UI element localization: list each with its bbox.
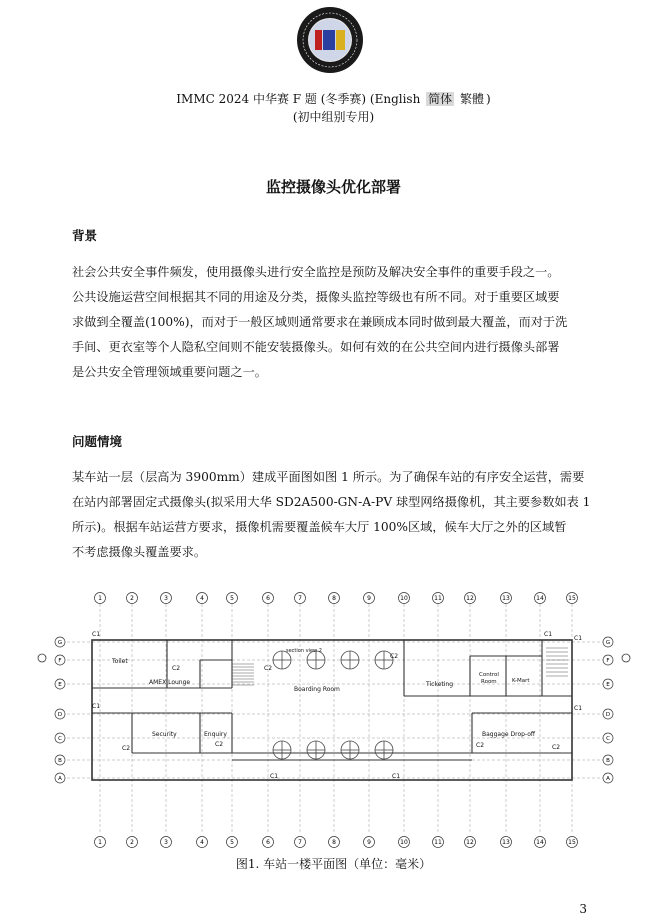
row-letter: F: [606, 658, 610, 664]
column-marker: [465, 837, 476, 848]
camera-c2-label: C2: [390, 653, 399, 660]
room-security: Security: [152, 731, 177, 738]
section-heading-problem: 问题情境: [72, 434, 123, 449]
column-number: 15: [568, 839, 576, 847]
paragraph-line: 某车站一层（层高为 3900mm）建成平面图如图 1 所示。为了确保车站的有序安全运营，需要: [72, 470, 585, 484]
camera-c2-label: C2: [172, 665, 181, 672]
column-marker: [465, 593, 476, 604]
row-marker: [603, 637, 613, 647]
column-marker: [197, 593, 208, 604]
camera-c2-label: C2: [264, 665, 273, 672]
camera-c1-label: C1: [392, 773, 401, 780]
room-control-2: Room: [481, 679, 497, 685]
camera-c2-label: C2: [215, 741, 224, 748]
page-title: 监控摄像头优化部署: [265, 178, 401, 196]
column-number: 8: [332, 595, 336, 603]
row-marker: [603, 679, 613, 689]
row-marker: [603, 773, 613, 783]
camera-c1-label: C1: [574, 705, 583, 712]
column-number: 1: [98, 595, 102, 603]
room-amex-lounge: AMEX Lounge: [149, 679, 191, 686]
column-marker: [329, 593, 340, 604]
column-number: 6: [266, 595, 270, 603]
header-prefix: IMMC 2024 中华赛 F 题 (冬季赛) (English: [176, 92, 425, 106]
column-number: 9: [367, 595, 371, 603]
paragraph-line: 公共设施运营空间根据其不同的用途及分类，摄像头监控等级也有所不同。对于重要区域要: [72, 290, 560, 304]
column-marker: [161, 593, 172, 604]
column-marker: [263, 593, 274, 604]
row-marker: [55, 679, 65, 689]
camera-c1-label: C1: [92, 703, 101, 710]
column-marker: [501, 593, 512, 604]
column-number: 4: [200, 595, 204, 603]
column-marker: [295, 837, 306, 848]
column-number: 10: [400, 839, 408, 847]
column-number: 12: [466, 839, 474, 847]
column-number: 7: [298, 839, 302, 847]
column-number: 2: [130, 839, 134, 847]
paragraph-line: 在站内部署固定式摄像头(拟采用大华 SD2A500-GN-A-PV 球型网络摄像机，其主要参数如表 1: [72, 495, 591, 509]
column-marker: [364, 593, 375, 604]
row-marker: [603, 655, 613, 665]
section-marker-left: [38, 654, 46, 662]
column-marker: [263, 837, 274, 848]
column-number: 13: [502, 839, 510, 847]
room-boarding: Boarding Room: [294, 686, 340, 693]
row-letter: C: [58, 736, 62, 742]
camera-c1-label: C1: [92, 631, 101, 638]
column-marker: [95, 837, 106, 848]
column-number: 5: [230, 839, 234, 847]
row-marker: [55, 637, 65, 647]
header-suffix: ): [486, 92, 491, 106]
row-letter: A: [58, 776, 62, 782]
paragraph-line: 社会公共安全事件频发，使用摄像头进行安全监控是预防及解决安全事件的重要手段之一。: [72, 265, 560, 279]
row-letter: B: [606, 758, 610, 764]
outer-wall: [92, 640, 572, 780]
immc-logo: [296, 6, 364, 74]
column-marker: [567, 593, 578, 604]
column-number: 12: [466, 595, 474, 603]
column-marker: [535, 837, 546, 848]
column-number: 2: [130, 595, 134, 603]
column-marker: [295, 593, 306, 604]
column-marker: [433, 837, 444, 848]
column-number: 11: [434, 839, 442, 847]
row-marker: [603, 733, 613, 743]
row-letter: D: [57, 712, 63, 718]
column-marker: [127, 837, 138, 848]
row-marker: [55, 655, 65, 665]
page-number: 3: [579, 902, 587, 916]
column-number: 6: [266, 839, 270, 847]
row-letter: E: [606, 682, 610, 688]
column-marker: [535, 593, 546, 604]
row-letter: F: [58, 658, 62, 664]
row-letter: C: [606, 736, 610, 742]
column-marker: [127, 593, 138, 604]
column-marker: [95, 593, 106, 604]
room-toilet: Toilet: [112, 658, 128, 665]
column-marker: [567, 837, 578, 848]
column-number: 8: [332, 839, 336, 847]
column-number: 4: [200, 839, 204, 847]
paragraph-line: 是公共安全管理领域重要问题之一。: [72, 365, 267, 379]
row-letter: G: [605, 640, 611, 646]
column-number: 1: [98, 839, 102, 847]
subheader: (初中组别专用): [292, 110, 375, 124]
column-number: 9: [367, 839, 371, 847]
lang-traditional-link[interactable]: 繁體: [459, 92, 484, 106]
camera-c2-label: C2: [122, 745, 131, 752]
row-marker: [603, 709, 613, 719]
camera-c1-label: C1: [270, 773, 279, 780]
row-marker: [603, 755, 613, 765]
camera-c1-label: C1: [574, 635, 583, 642]
column-number: 14: [536, 595, 544, 603]
camera-c1-label: C1: [544, 631, 553, 638]
row-letter: B: [58, 758, 62, 764]
section-marker-right: [622, 654, 630, 662]
column-number: 15: [568, 595, 576, 603]
room-kmart: K-Mart: [512, 678, 530, 684]
column-marker: [364, 837, 375, 848]
floor-plan-figure: [32, 588, 634, 850]
row-marker: [55, 755, 65, 765]
paragraph-line: 手间、更衣室等个人隐私空间则不能安装摄像头。如何有效的在公共空间内进行摄像头部署: [72, 340, 560, 354]
column-number: 7: [298, 595, 302, 603]
column-number: 5: [230, 595, 234, 603]
row-letter: E: [58, 682, 62, 688]
room-control: Control: [479, 672, 499, 678]
row-marker: [55, 733, 65, 743]
background-paragraph: [72, 260, 596, 385]
column-number: 3: [164, 595, 168, 603]
row-marker: [55, 773, 65, 783]
column-number: 11: [434, 595, 442, 603]
lang-simplified-link[interactable]: 简体: [428, 92, 453, 106]
row-letter: A: [606, 776, 610, 782]
room-ticketing: Ticketing: [426, 681, 454, 688]
paragraph-line: 所示)。根据车站运营方要求，摄像机需要覆盖候车大厅 100%区域，候车大厅之外的区域暂: [72, 520, 567, 534]
row-marker: [55, 709, 65, 719]
column-marker: [399, 837, 410, 848]
room-baggage: Baggage Drop-off: [482, 731, 536, 738]
figure-caption: 图1. 车站一楼平面图（单位：毫米）: [235, 857, 432, 871]
column-number: 3: [164, 839, 168, 847]
column-number: 14: [536, 839, 544, 847]
problem-paragraph: [72, 465, 596, 565]
section-heading-background: 背景: [72, 228, 98, 243]
camera-c2-label: C2: [476, 742, 485, 749]
column-marker: [197, 837, 208, 848]
column-marker: [329, 837, 340, 848]
column-marker: [399, 593, 410, 604]
column-marker: [501, 837, 512, 848]
column-marker: [227, 593, 238, 604]
column-number: 10: [400, 595, 408, 603]
room-enquiry: Enquiry: [204, 731, 227, 738]
column-marker: [227, 837, 238, 848]
section-view-label: section view 2: [286, 648, 322, 654]
paragraph-line: 求做到全覆盖(100%)，而对于一般区域则通常要求在兼顾成本同时做到最大覆盖，而对于洗: [72, 315, 568, 329]
header-line: [0, 90, 667, 107]
paragraph-line: 不考虑摄像头覆盖要求。: [72, 545, 207, 559]
column-number: 13: [502, 595, 510, 603]
row-letter: D: [605, 712, 611, 718]
row-letter: G: [57, 640, 63, 646]
column-marker: [161, 837, 172, 848]
column-marker: [433, 593, 444, 604]
camera-c2-label: C2: [552, 744, 561, 751]
